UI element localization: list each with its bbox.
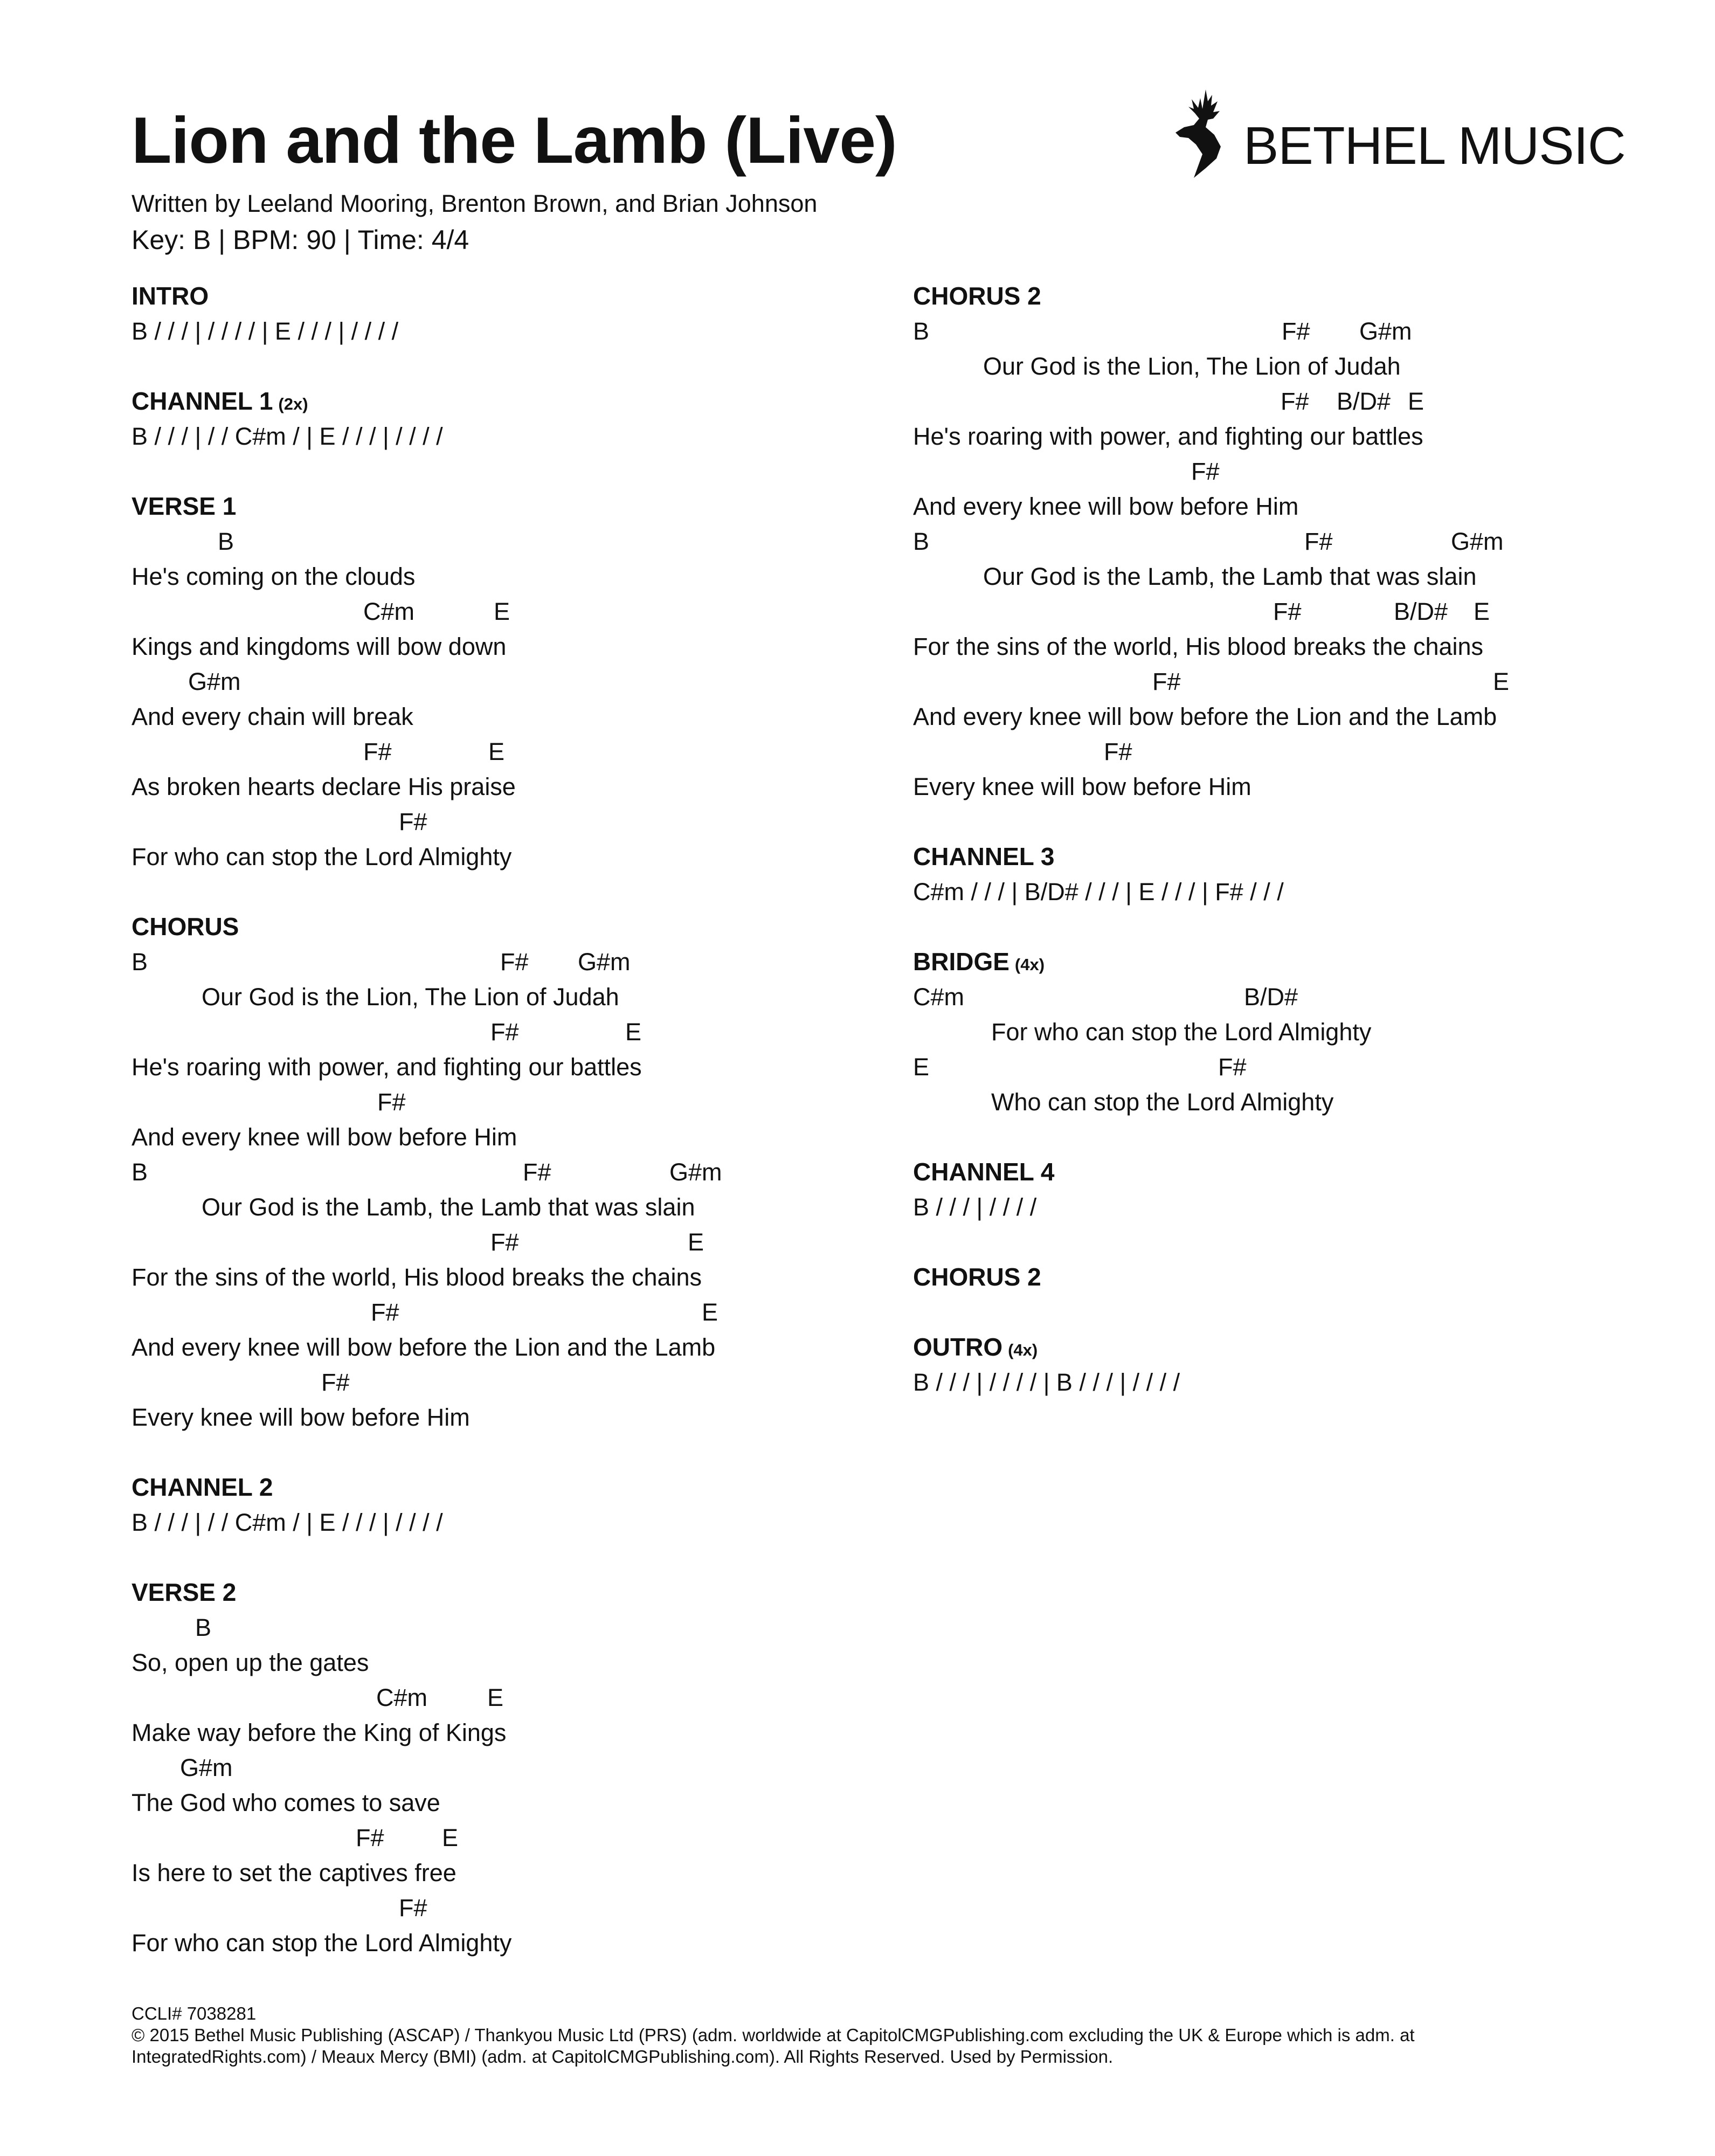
chord: E [1408, 388, 1424, 415]
chord: E [913, 1053, 930, 1081]
section-heading: CHANNEL 1 (2x) [132, 387, 308, 415]
chord-line [132, 1365, 715, 1400]
chord-line [132, 1155, 722, 1190]
chord: G#m [1451, 528, 1504, 555]
song-key-bpm-time: Key: B | BPM: 90 | Time: 4/4 [132, 225, 469, 255]
chord: B [913, 528, 930, 555]
chord-line [913, 979, 1497, 1014]
repeat-marker: (4x) [1014, 955, 1045, 974]
logo-wordmark: BETHEL MUSIC [1243, 116, 1626, 175]
lyric-line: And every chain will break [132, 703, 413, 730]
chord-line [132, 734, 715, 769]
section-heading: CHANNEL 4 [913, 1158, 1055, 1186]
chord: F# [1304, 528, 1333, 555]
chord-progression: B / / / | / / C#m / | E / / / | / / / / [132, 423, 443, 450]
chord-line [913, 594, 1497, 629]
lyric-line: Kings and kingdoms will bow down [132, 633, 507, 660]
copyright-footer [132, 2003, 1598, 2068]
chord: B [913, 317, 930, 345]
chord: B/D# [1394, 598, 1448, 625]
chord: F# [363, 738, 392, 765]
chord: B [218, 528, 234, 555]
chord: E [494, 598, 510, 625]
chord: F# [1218, 1053, 1247, 1081]
chord-progression: B / / / | / / / / | E / / / | / / / / [132, 317, 399, 345]
chord-line [132, 944, 715, 979]
section-heading: OUTRO (4x) [913, 1333, 1038, 1361]
chord-line [132, 664, 715, 699]
chord-line [132, 1820, 715, 1855]
chord: F# [523, 1158, 551, 1186]
lyric-line: And every knee will bow before the Lion and the Lamb [132, 1333, 716, 1361]
chord: F# [490, 1018, 519, 1046]
lyric-line: He's roaring with power, and fighting our battles [132, 1053, 642, 1081]
chord: E [1474, 598, 1490, 625]
chord-line [132, 524, 715, 559]
lyric-line: For who can stop the Lord Almighty [991, 1018, 1372, 1046]
songwriters: Written by Leeland Mooring, Brenton Brown, and Brian Johnson [132, 190, 818, 217]
chord-line [913, 314, 1497, 349]
left-column [132, 279, 722, 1960]
chord: G#m [188, 668, 241, 695]
chord: C#m [913, 983, 965, 1011]
lyric-line: Our God is the Lamb, the Lamb that was slain [983, 563, 1477, 590]
lyric-line: The God who comes to save [132, 1789, 440, 1816]
repeat-marker: (2x) [278, 395, 308, 413]
chord: F# [1273, 598, 1302, 625]
lyric-line: Our God is the Lamb, the Lamb that was slain [202, 1193, 695, 1221]
chord: C#m [363, 598, 415, 625]
chord: G#m [578, 948, 631, 976]
chord: F# [1152, 668, 1181, 695]
chord: B [132, 1158, 148, 1186]
chord-line [913, 454, 1497, 489]
chord-line [132, 1084, 715, 1120]
chord: G#m [669, 1158, 722, 1186]
stag-icon [1172, 85, 1237, 182]
chord: C#m [376, 1684, 428, 1711]
chord-line [132, 1014, 715, 1049]
section-heading: VERSE 1 [132, 492, 237, 520]
chord-line [132, 1750, 715, 1785]
lyric-line: He's coming on the clouds [132, 563, 416, 590]
lyric-line: So, open up the gates [132, 1649, 369, 1676]
chord: E [1493, 668, 1510, 695]
lyric-line: He's roaring with power, and fighting our battles [913, 423, 1423, 450]
ccli-number: CCLI# 7038281 [132, 2003, 257, 2023]
lyric-line: For who can stop the Lord Almighty [132, 1929, 512, 1957]
chord-line [132, 1680, 715, 1715]
lyric-line: Make way before the King of Kings [132, 1719, 507, 1746]
right-column [913, 279, 1510, 1400]
chord-progression: B / / / | / / / / [913, 1193, 1037, 1221]
chord: F# [1104, 738, 1132, 765]
chord: E [442, 1824, 459, 1851]
section-heading: CHANNEL 2 [132, 1473, 273, 1501]
repeat-marker: (4x) [1008, 1340, 1038, 1359]
chord-line [132, 804, 715, 839]
lyric-line: And every knee will bow before Him [913, 493, 1299, 520]
chord: E [487, 1684, 504, 1711]
chord: G#m [1359, 317, 1412, 345]
section-heading: CHORUS 2 [913, 282, 1041, 310]
chord-line [132, 1225, 715, 1260]
chord: F# [371, 1298, 399, 1326]
chord-line [132, 1295, 718, 1330]
chord: F# [1281, 388, 1309, 415]
lyric-line: And every knee will bow before Him [132, 1123, 517, 1151]
copyright-text: IntegratedRights.com) / Meaux Mercy (BMI) (adm. at CapitolCMGPublishing.com). All Rights Reserved. Used by Permission. [132, 2047, 1114, 2067]
lyric-line: Every knee will bow before Him [913, 773, 1251, 800]
chord: B/D# [1337, 388, 1391, 415]
chord: F# [356, 1824, 384, 1851]
lyric-line: And every knee will bow before the Lion and the Lamb [913, 703, 1497, 730]
section-heading: VERSE 2 [132, 1578, 237, 1606]
chord: F# [399, 808, 427, 835]
lyric-line: Our God is the Lion, The Lion of Judah [983, 353, 1401, 380]
chord: F# [490, 1228, 519, 1256]
section-heading: CHANNEL 3 [913, 842, 1055, 870]
chord: G#m [180, 1754, 233, 1781]
lyric-line: For the sins of the world, His blood breaks the chains [132, 1263, 702, 1291]
chord-line [132, 1890, 715, 1925]
copyright-text: © 2015 Bethel Music Publishing (ASCAP) / Thankyou Music Ltd (PRS) (adm. worldwide at CapitolCMGPublishing.com excluding the UK & Europe which is adm. at [132, 2025, 1415, 2045]
section-heading: INTRO [132, 282, 209, 310]
lyric-line: Who can stop the Lord Almighty [991, 1088, 1334, 1116]
chord: F# [377, 1088, 406, 1116]
chord: E [488, 738, 505, 765]
chord-progression: C#m / / / | B/D# / / / | E / / / | F# / / / [913, 878, 1284, 906]
chord: E [625, 1018, 642, 1046]
bethel-music-logo [1172, 85, 1626, 182]
chord: F# [1191, 458, 1220, 485]
chord-line [913, 524, 1504, 559]
section-heading: CHORUS [132, 913, 239, 941]
chord: F# [1282, 317, 1310, 345]
chord-line [132, 594, 715, 629]
chord-line [132, 1610, 715, 1645]
chord-progression: B / / / | / / C#m / | E / / / | / / / / [132, 1509, 443, 1536]
chord: E [688, 1228, 704, 1256]
chord-line [913, 664, 1510, 699]
lyric-line: As broken hearts declare His praise [132, 773, 516, 800]
chord: F# [500, 948, 529, 976]
section-heading: BRIDGE (4x) [913, 948, 1045, 976]
lyric-line: For the sins of the world, His blood breaks the chains [913, 633, 1484, 660]
lyric-line: Is here to set the captives free [132, 1859, 457, 1887]
chord: F# [321, 1369, 350, 1396]
chord-line [913, 734, 1497, 769]
chord: F# [399, 1894, 427, 1922]
lyric-line: For who can stop the Lord Almighty [132, 843, 512, 870]
chord-line [913, 1049, 1497, 1084]
chord: B/D# [1244, 983, 1298, 1011]
chord-line [913, 384, 1497, 419]
chord: B [132, 948, 148, 976]
chord-progression: B / / / | / / / / | B / / / | / / / / [913, 1369, 1180, 1396]
chord: E [702, 1298, 718, 1326]
lyric-line: Every knee will bow before Him [132, 1404, 470, 1431]
section-heading: CHORUS 2 [913, 1263, 1041, 1291]
song-title: Lion and the Lamb (Live) [132, 103, 897, 177]
lyric-line: Our God is the Lion, The Lion of Judah [202, 983, 619, 1011]
chord: B [195, 1614, 212, 1641]
